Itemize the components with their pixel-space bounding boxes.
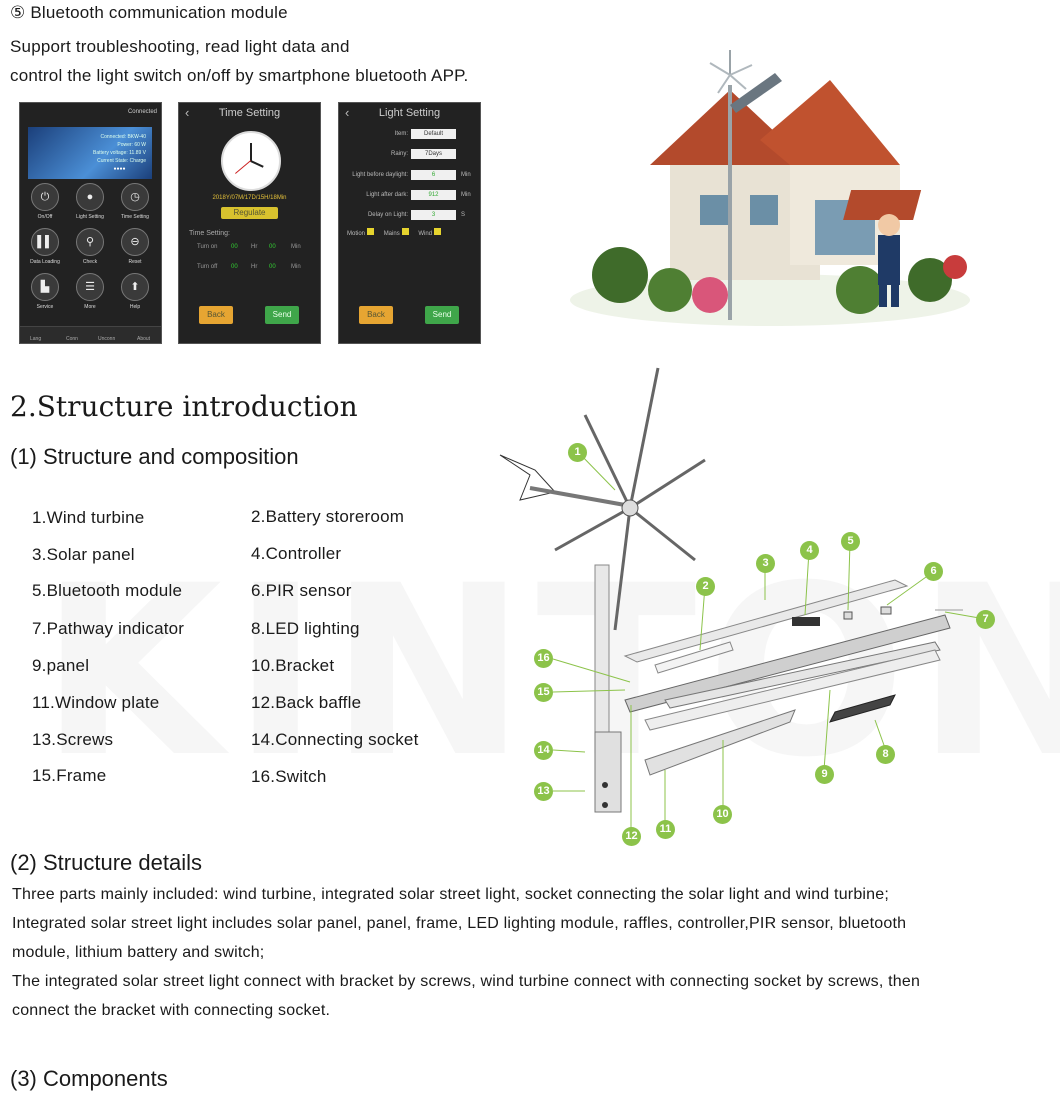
onoff-button[interactable]: ⏻ On/Off — [22, 183, 68, 220]
component-item: 8.LED lighting — [251, 619, 360, 638]
clock-icon: ◷ — [121, 183, 149, 211]
component-item: 16.Switch — [251, 767, 327, 786]
list-icon: ☰ — [76, 273, 104, 301]
component-item: 7.Pathway indicator — [32, 619, 185, 638]
send-button[interactable]: Send — [265, 306, 299, 324]
tab-conn[interactable]: Conn — [66, 336, 78, 342]
delay-field[interactable]: 3 — [411, 210, 456, 220]
service-button[interactable]: ▙ Service — [22, 273, 68, 310]
component-item: 3.Solar panel — [32, 545, 135, 564]
check-button[interactable]: ⚲ Check — [67, 228, 113, 265]
component-item: 6.PIR sensor — [251, 581, 352, 600]
bluetooth-desc-line1: Support troubleshooting, read light data and — [10, 37, 350, 56]
setting-row-before-daylight: Light before daylight: 6 Min — [352, 172, 471, 178]
screen-title: Time Setting — [218, 107, 281, 119]
up-arrow-icon: ⬆ — [121, 273, 149, 301]
component-item: 4.Controller — [251, 544, 342, 563]
callout-marker: 1 — [568, 443, 587, 462]
bluetooth-desc-line2: control the light switch on/off by smartphone bluetooth APP. — [10, 66, 469, 85]
send-button[interactable]: Send — [425, 306, 459, 324]
motion-checkbox[interactable] — [367, 228, 374, 235]
callout-marker: 6 — [924, 562, 943, 581]
status-panel: Connected: BKW-40 Power: 60 W Battery voltage: 11.89 V Current State: Charge ●●●● — [28, 127, 152, 179]
structure-composition-heading: (1) Structure and composition — [10, 444, 299, 469]
house-streetlight-illustration — [560, 45, 980, 330]
callout-marker: 5 — [841, 532, 860, 551]
reset-icon: ⊖ — [121, 228, 149, 256]
bars-icon: ▌▌ — [31, 228, 59, 256]
component-item: 11.Window plate — [32, 693, 160, 712]
structure-title: 2.Structure introduction — [10, 390, 358, 423]
callout-marker: 14 — [534, 741, 553, 760]
component-item: 12.Back baffle — [251, 693, 362, 712]
time-setting-button[interactable]: ◷ Time Setting — [112, 183, 158, 220]
wind-checkbox[interactable] — [434, 228, 441, 235]
turn-on-hour[interactable]: 00 — [231, 244, 238, 250]
component-item: 2.Battery storeroom — [251, 507, 405, 526]
turn-off-hour[interactable]: 00 — [231, 264, 238, 270]
date-time-readout: 2018Y/07M/17D/15H/18Min — [212, 195, 287, 201]
callout-marker: 4 — [800, 541, 819, 560]
callout-marker: 13 — [534, 782, 553, 801]
info-line: Power: 60 W — [117, 142, 146, 148]
component-item: 13.Screws — [32, 730, 114, 749]
reset-button[interactable]: ⊖ Reset — [112, 228, 158, 265]
info-line: Connected: BKW-40 — [100, 134, 146, 140]
component-item: 5.Bluetooth module — [32, 581, 183, 600]
turn-on-label: Turn on — [197, 244, 218, 250]
help-button[interactable]: ⬆ Help — [112, 273, 158, 310]
setting-row-delay: Delay on Light: 3 S — [367, 212, 466, 218]
regulate-button[interactable]: Regulate — [221, 207, 278, 219]
tab-about[interactable]: About — [137, 336, 151, 342]
rainy-select[interactable]: 7Days — [411, 149, 456, 159]
before-daylight-field[interactable]: 6 — [411, 170, 456, 180]
turn-off-label: Turn off — [197, 264, 218, 270]
info-line: Current State: Charge — [97, 158, 146, 164]
back-button[interactable]: Back — [199, 306, 233, 324]
mains-checkbox[interactable] — [402, 228, 409, 235]
more-button[interactable]: ☰ More — [67, 273, 113, 310]
power-icon: ⏻ — [31, 183, 59, 211]
tab-unconn[interactable]: Unconn — [98, 336, 116, 342]
setting-row-after-dark: Light after dark: 912 Min — [366, 192, 471, 198]
book-icon: ▙ — [31, 273, 59, 301]
screen-title: Light Setting — [378, 107, 441, 119]
app-screen-time-setting: ‹ Time Setting 2018Y/07M/17D/15H/18Min Regulate Time Setting: Turn on 00 Hr 00 Min Turn off 00 Hr 00 Min Back Send — [178, 102, 321, 344]
callout-marker: 8 — [876, 745, 895, 764]
callout-marker: 2 — [696, 577, 715, 596]
callout-marker: 12 — [622, 827, 641, 846]
bulb-icon: ● — [76, 183, 104, 211]
connection-status: Connected — [127, 109, 157, 115]
clock-icon — [221, 131, 281, 191]
component-item: 15.Frame — [32, 766, 107, 785]
component-item: 1.Wind turbine — [32, 508, 145, 527]
callout-marker: 15 — [534, 683, 553, 702]
component-item: 10.Bracket — [251, 656, 335, 675]
wind-checkbox-label: Wind — [418, 231, 433, 237]
callout-marker: 7 — [976, 610, 995, 629]
structure-details-heading: (2) Structure details — [10, 850, 202, 875]
magnifier-icon: ⚲ — [76, 228, 104, 256]
app-screen-light-setting — [338, 102, 481, 344]
app-screen-main — [19, 102, 162, 344]
light-setting-button[interactable]: ● Light Setting — [67, 183, 113, 220]
turn-off-min[interactable]: 00 — [269, 264, 276, 270]
back-chevron-icon[interactable]: ‹ — [185, 105, 190, 120]
callout-marker: 9 — [815, 765, 834, 784]
info-line: Battery voltage: 11.89 V — [93, 150, 146, 156]
item-select[interactable]: Default — [411, 129, 456, 139]
time-setting-label: Time Setting: — [189, 230, 230, 237]
after-dark-field[interactable]: 912 — [411, 190, 456, 200]
callout-marker: 16 — [534, 649, 553, 668]
back-chevron-icon[interactable]: ‹ — [345, 105, 350, 120]
turn-on-min[interactable]: 00 — [269, 244, 276, 250]
exploded-structure-diagram — [495, 360, 1015, 850]
mains-checkbox-label: Mains — [383, 231, 400, 237]
component-item: 14.Connecting socket — [251, 730, 419, 749]
motion-checkbox-label: Motion — [347, 231, 366, 237]
component-item: 9.panel — [32, 656, 90, 675]
data-loading-button[interactable]: ▌▌ Data Loading — [22, 228, 68, 265]
bluetooth-heading: ⑤ Bluetooth communication module — [10, 3, 288, 22]
callout-marker: 10 — [713, 805, 732, 824]
components-heading: (3) Components — [10, 1066, 168, 1091]
callout-marker: 3 — [756, 554, 775, 573]
tab-lang[interactable]: Lang — [30, 336, 42, 342]
setting-row-rainy: Rainy: 7Days — [339, 149, 480, 161]
details-paragraph: Three parts mainly included: wind turbine, integrated solar street light, socket connecting the solar light and wind turbine; Integrated solar street light includes solar panel, panel, frame, LED lighting module, raffles, controller,PIR sensor, bluetooth module, lithium battery and switch; The integrated solar street light connect with bracket by screws, wind turbine connect with connecting socket by screws, then connect the bracket with connecting socket. — [12, 886, 921, 1019]
back-button[interactable]: Back — [359, 306, 393, 324]
callout-marker: 11 — [656, 820, 675, 839]
setting-row-item: Item: Default — [339, 129, 480, 141]
